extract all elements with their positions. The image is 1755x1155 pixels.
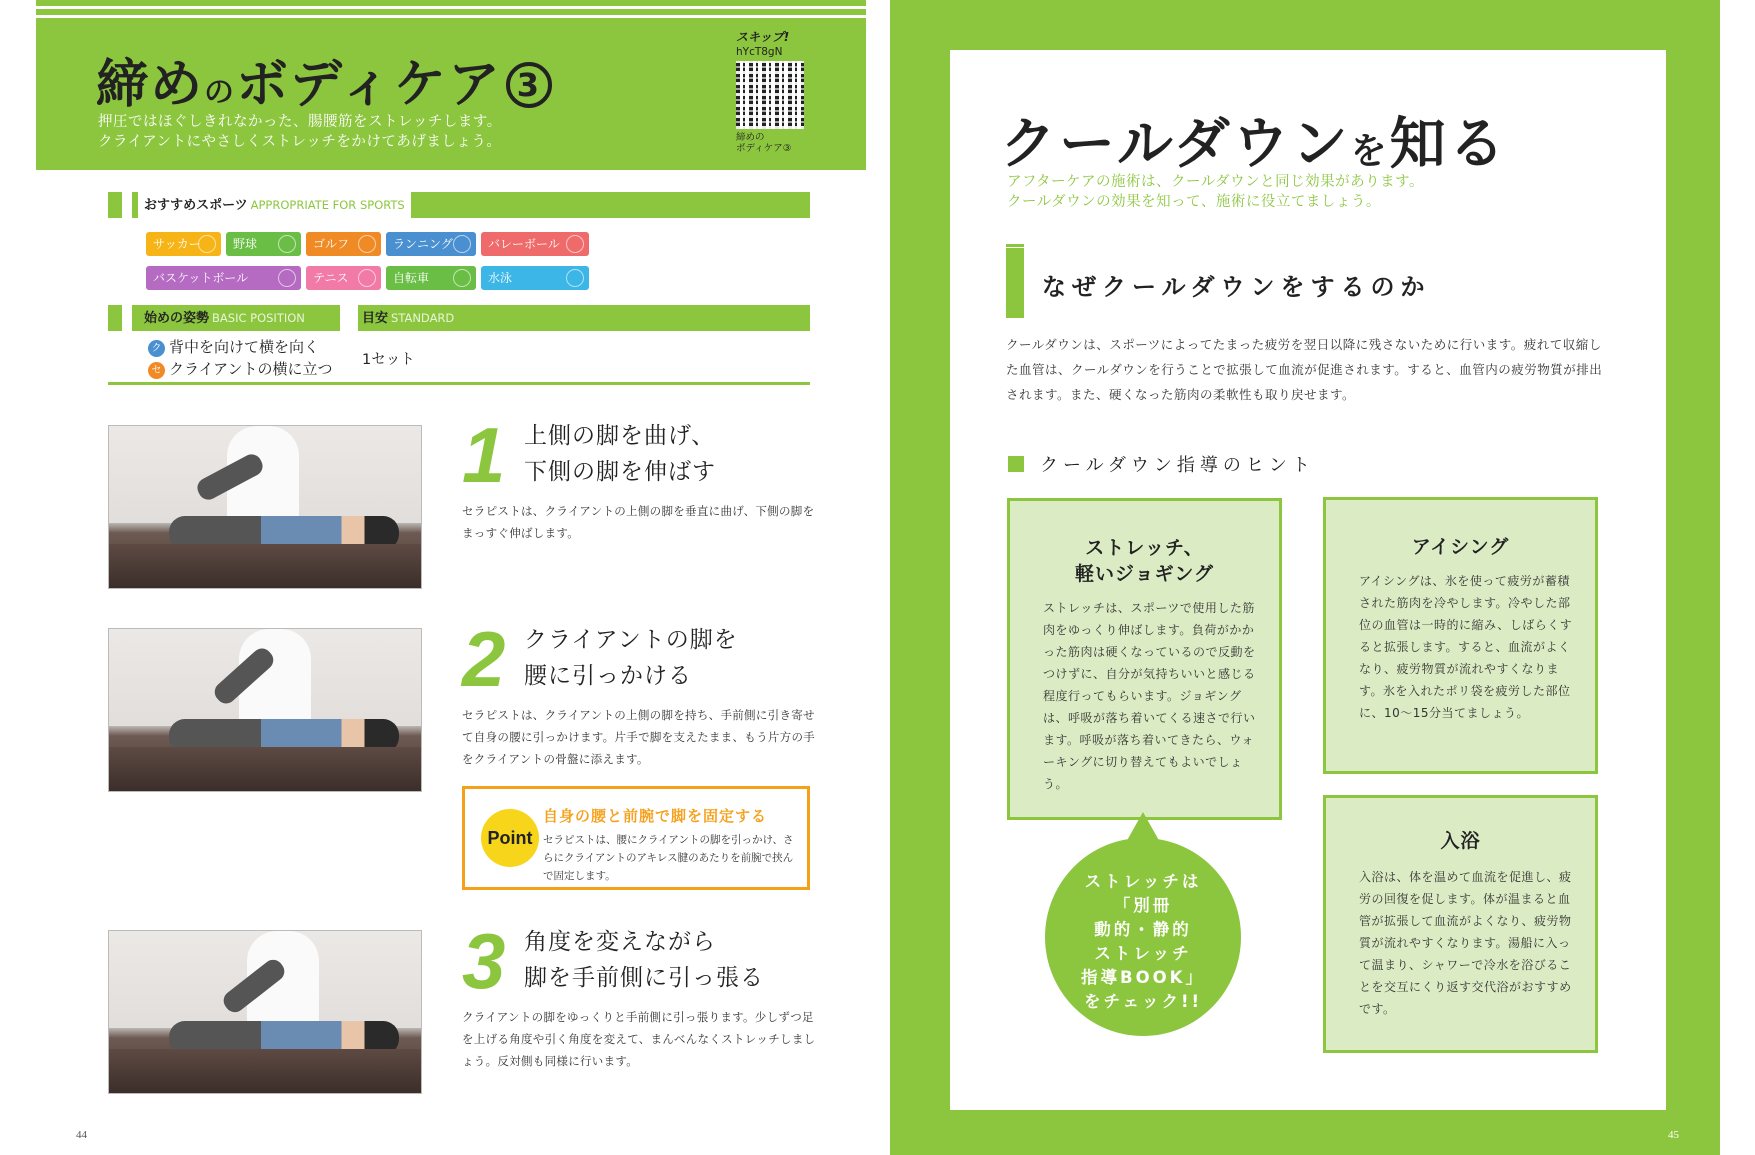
step-number: 1 (462, 411, 506, 499)
header-stripe (36, 6, 866, 9)
step-number: 2 (462, 615, 506, 703)
standard-heading: 目安 STANDARD (362, 311, 455, 326)
sport-tag: 自転車 (386, 266, 476, 290)
tennis-icon (358, 269, 376, 287)
basic-position-text: ク 背中を向けて横を向く セ クライアントの横に立つ (148, 336, 333, 380)
therapist-badge: セ (148, 362, 165, 379)
basic-position-heading: 始めの姿勢 BASIC POSITION (138, 305, 311, 331)
marker-gap (122, 192, 132, 218)
step-title: 上側の脚を曲げ、 下側の脚を伸ばす (524, 423, 716, 485)
bicycle-icon (453, 269, 471, 287)
point-title: 自身の腰と前腕で脚を固定する (543, 807, 768, 825)
divider (108, 382, 810, 385)
page-number: 44 (76, 1129, 87, 1141)
sport-tag: サッカー (146, 232, 221, 256)
sport-tag: ランニング (386, 232, 476, 256)
client-badge: ク (148, 340, 165, 357)
section-marker (1006, 248, 1024, 318)
marker-gap (352, 305, 358, 331)
hint-heading: クールダウン指導のヒント (1040, 455, 1315, 476)
subtitle: アフターケアの施術は、クールダウンと同じ効果があります。 クールダウンの効果を知って、施術に役立てましょう。 (1007, 174, 1424, 210)
card-title: ストレッチ、 軽いジョギング (1074, 537, 1215, 585)
lead-text: 押圧ではほぐしきれなかった、腸腰筋をストレッチします。 クライアントにやさしくストレッチをかけてあげましょう。 (98, 114, 502, 150)
step1-photo (108, 425, 422, 589)
running-icon (453, 235, 471, 253)
golf-icon (358, 235, 376, 253)
qr-box (736, 28, 816, 154)
speech-bubble (1045, 838, 1241, 1036)
step-body: セラピストは、クライアントの上側の脚を持ち、手前側に引き寄せて自身の腰に引っかけます。片手で脚を支えたまま、もう片方の手をクライアントの骨盤に添えます。 (462, 708, 816, 766)
qr-caption: 締めの ボディケア③ (736, 132, 792, 154)
card-title: アイシング (1411, 536, 1510, 558)
card-body: アイシングは、氷を使って疲労が蓄積された筋肉を冷やします。冷やした部位の血管は一時的に縮み、しばらくすると拡張します。すると、血流がよくなり、疲労物質が流れやすくなります。氷を入れたポリ袋を疲労した部位に、10〜15分当てましょう。 (1359, 574, 1573, 720)
step-number: 3 (462, 917, 506, 1005)
section-paragraph: クールダウンは、スポーツによってたまった疲労を翌日以降に残さないために行います。疲れて収縮した血管は、クールダウンを行うことで拡張して血流が促進されます。すると、血管内の疲労物質が排出されます。また、硬くなった筋肉の柔軟性も取り戻せます。 (1006, 337, 1603, 402)
point-badge: Point (481, 809, 539, 867)
baseball-icon (278, 235, 296, 253)
sport-tag: ゴルフ (306, 232, 381, 256)
page-number: 45 (1668, 1129, 1679, 1141)
title-number-circle: 3 (506, 62, 552, 108)
qr-code-text: hYcT8gN (736, 46, 783, 58)
bubble-text: ストレッチは 「別冊 動的・静的 ストレッチ 指導BOOK」 をチェック!! (1081, 872, 1205, 1011)
step2-photo (108, 628, 422, 792)
step3-photo (108, 930, 422, 1094)
step-body: クライアントの脚をゆっくりと手前側に引っ張ります。少しずつ足を上げる角度や引く角度を変えて、まんべんなくストレッチしましょう。反対側も同様に行います。 (462, 1010, 816, 1068)
basketball-icon (278, 269, 296, 287)
swimming-icon (566, 269, 584, 287)
sport-tag: 水泳 (481, 266, 589, 290)
hint-marker (1008, 456, 1024, 472)
sport-tag: バレーボール (481, 232, 589, 256)
step-body: セラピストは、クライアントの上側の脚を垂直に曲げ、下側の脚をまっすぐ伸ばします。 (462, 504, 815, 540)
card-body: 入浴は、体を温めて血流を促進し、疲労の回復を促します。体が温まると血管が拡張して血流がよくなり、疲労物質が流れやすくなります。湯船に入って温まり、シャワーで冷水を浴びることを交互にくり返す交代浴がおすすめです。 (1359, 870, 1572, 1016)
point-box (462, 786, 810, 890)
header-stripe (36, 15, 866, 18)
card-body: ストレッチは、スポーツで使用した筋肉をゆっくり伸ばします。負荷がかかった筋肉は硬くなっているので反動をつけずに、自分が気持ちいいと感じる程度行ってもらいます。ジョギングは、呼吸が落ち着いてくる速さで行います。呼吸が落ち着いてきたら、ウォーキングに切り替えてもよいでしょう。 (1043, 601, 1256, 791)
sports-heading: おすすめスポーツ APPROPRIATE FOR SPORTS (138, 192, 411, 218)
page-title: 締めのボディケア 3 (96, 42, 552, 117)
section-heading: なぜクールダウンをするのか (1042, 273, 1431, 301)
sport-tag: バスケットボール (146, 266, 301, 290)
qr-code[interactable] (736, 61, 804, 129)
hint-card-icing (1323, 497, 1598, 774)
marker-gap (122, 305, 132, 331)
sport-tag: テニス (306, 266, 381, 290)
page-header (36, 0, 866, 170)
soccer-icon (198, 235, 216, 253)
page-title: クールダウンを知る (1000, 112, 1508, 177)
hint-card-bathing (1323, 795, 1598, 1053)
step-title: 角度を変えながら 脚を手前側に引っ張る (524, 929, 764, 991)
volleyball-icon (566, 235, 584, 253)
sport-tag: 野球 (226, 232, 301, 256)
standard-value: 1セット (362, 352, 415, 368)
right-page (890, 0, 1755, 1155)
point-body: セラピストは、腰にクライアントの脚を引っかけ、さらにクライアントのアキレス腱のあたりを前腕で挟んで固定します。 (543, 834, 794, 882)
skip-brand: スキップ! (736, 30, 790, 44)
step-title: クライアントの脚を 腰に引っかける (524, 627, 738, 689)
card-title: 入浴 (1440, 830, 1481, 852)
hint-card-stretch (1007, 498, 1282, 820)
